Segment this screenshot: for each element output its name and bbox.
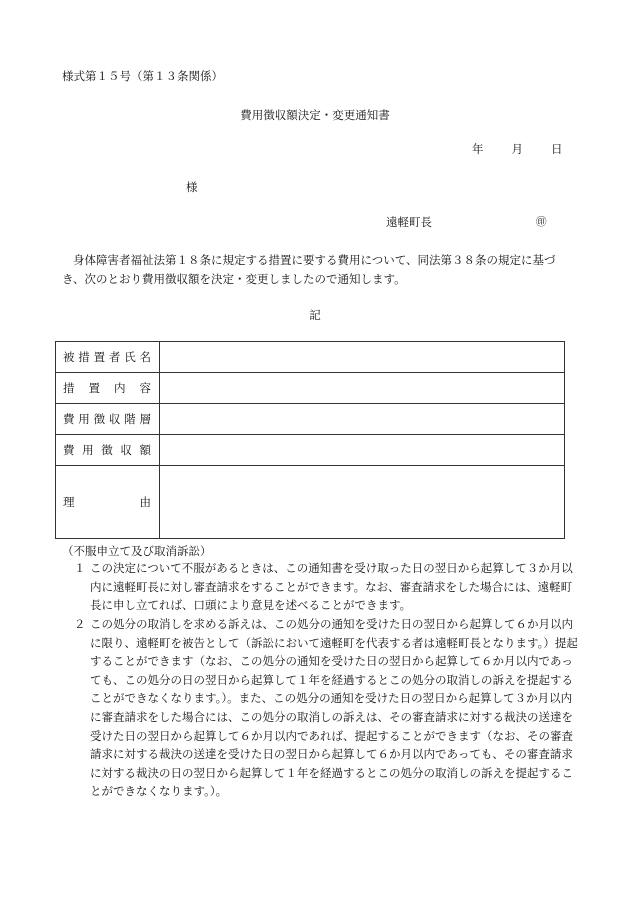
row-label: 理由 [56,466,160,539]
table-row [56,373,565,404]
table-row [56,435,565,466]
note-text: この決定について不服があるときは、この通知書を受け取った日の翌日から起算して３か月以内に遠軽町長に対し審査請求をすることができます。なお、審査請求をした場合には、遠軽町長に申し立てれば、口頭により意見を述べることができます。 [90,561,573,613]
row-value [160,435,565,466]
form-number: 様式第１５号（第１３条関係） [62,69,223,83]
note-number: １ [74,561,86,575]
note-text: この処分の取消しを求める訴えは、この処分の通知を受けた日の翌日から起算して６か月以内に限り、遠軽町を被告として（訴訟において遠軽町を代表する者は遠軽町長となります。）提起することができます（なお、この処分の通知を受けた日の翌日から起算して６か月以内であっても、この処分の日の翌日から起算して１年を経過するとこの処分の取消しの訴えを提起することができなくなります。）。また、この処分の通知を受けた日の翌日から起算して３か月以内に審査請求をした場合には、この処分の取消しの訴えは、その審査請求に対する裁決の送達を受けた日の翌日から起算して６か月以内であれば、提起することができます（なお、その審査請求に対する裁決の送達を受けた日の翌日から起算して６か月以内であっても、その審査請求に対する裁決の日の翌日から起算して１年を経過するとこの処分の取消しの訴えを提起することができなくなります。）。 [90,617,578,799]
table-row [56,342,565,373]
notes-heading: （不服申立て及び取消訴訟） [62,544,212,558]
note-number: ２ [74,617,86,631]
note-item [74,615,580,801]
date-line [472,141,563,157]
recipient-suffix: 様 [186,180,198,194]
table-row [56,466,565,539]
document-title: 費用徴収額決定・変更通知書 [240,108,390,122]
row-label: 費用徴収額 [56,435,160,466]
date-year: 年 [472,142,484,156]
note-item [74,559,580,615]
row-label: 措置内容 [56,373,160,404]
row-value [160,404,565,435]
row-value [160,466,565,539]
table-row [56,404,565,435]
date-month: 月 [511,142,523,156]
row-label: 費用徴収階層 [56,404,160,435]
date-day: 日 [551,142,563,156]
seal-mark: ㊞ [536,216,547,228]
row-value [160,373,565,404]
row-value [160,342,565,373]
body-text: 身体障害者福祉法第１８条に規定する措置に要する費用について、同法第３８条の規定に基づき、次のとおり費用徴収額を決定・変更しましたので通知します。 [62,253,556,286]
issuer-name: 遠軽町長 [386,215,432,229]
info-table [55,341,565,539]
ki-heading: 記 [309,308,321,322]
row-label: 被措置者氏名 [56,342,160,373]
